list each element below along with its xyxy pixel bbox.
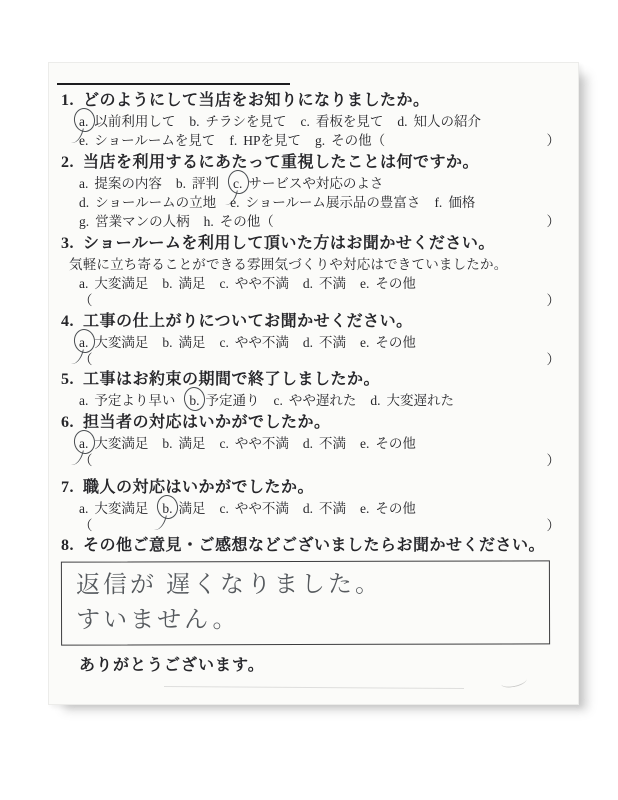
option-b — [189, 391, 259, 410]
question-title: 工事の仕上がりについてお聞かせください。 — [83, 313, 413, 330]
question-heading — [61, 311, 566, 333]
question-heading — [61, 412, 566, 434]
option-text: やや不満 — [234, 436, 289, 451]
paren-line — [61, 518, 566, 533]
option-label: a. — [79, 393, 89, 408]
option-text: その他（ — [331, 133, 386, 148]
open-paren: （ — [79, 453, 93, 468]
question-heading — [61, 233, 566, 255]
option-text: 価格 — [448, 195, 476, 210]
question-heading — [61, 152, 566, 174]
question-list — [61, 90, 566, 557]
option-text: ショールーム展示品の豊富さ — [245, 195, 421, 210]
note-text: 気軽に立ち寄ることができる雰囲気づくりや対応はできていましたか。 — [69, 257, 508, 272]
option-c — [274, 391, 357, 410]
option-text: 以前利用して — [94, 114, 176, 129]
question-title: どのようにして当店をお知りになりましたか。 — [83, 92, 430, 109]
question-number: 8. — [61, 537, 74, 554]
option-text: 予定通り — [205, 393, 260, 408]
option-e — [360, 434, 416, 453]
option-b — [176, 174, 219, 193]
question-title: 職人の対応はいかがでしたか。 — [83, 479, 315, 496]
option-line — [61, 274, 566, 293]
option-d — [79, 193, 216, 212]
open-paren: （ — [79, 293, 93, 308]
close-paren: ） — [546, 352, 560, 367]
option-text: チラシを見て — [205, 114, 287, 129]
open-paren: （ — [79, 352, 93, 367]
option-label: c. — [219, 335, 229, 350]
option-line — [61, 212, 566, 231]
comment-box — [61, 560, 550, 645]
close-paren: ） — [546, 214, 560, 229]
option-text: 営業マンの人柄 — [95, 214, 190, 229]
option-label: b. — [175, 176, 186, 191]
option-line — [61, 434, 566, 453]
question-number: 7. — [61, 479, 74, 496]
option-text: その他 — [375, 276, 416, 291]
paren-line — [61, 293, 566, 308]
circled-answer-mark: b. — [189, 393, 200, 408]
handwritten-comment-line-2: すいません。 — [76, 607, 240, 634]
option-text: 不満 — [319, 335, 346, 350]
option-label: d. — [302, 501, 313, 516]
option-text: その他 — [375, 335, 416, 350]
option-label: e. — [230, 195, 240, 210]
circled-answer-mark: c. — [233, 176, 243, 191]
option-d — [397, 112, 481, 131]
option-b — [162, 274, 205, 293]
option-text: 知人の紹介 — [413, 114, 481, 129]
question-heading — [61, 535, 566, 557]
option-text: 大変遅れた — [386, 393, 454, 408]
option-b — [162, 434, 205, 453]
question-8 — [61, 535, 566, 557]
option-c — [220, 499, 289, 518]
option-text: 満足 — [178, 436, 206, 451]
option-label: d. — [79, 195, 90, 210]
pencil-smudge — [164, 686, 464, 693]
option-text: その他（ — [219, 214, 274, 229]
option-label: a. — [79, 276, 89, 291]
question-number: 4. — [61, 313, 74, 330]
option-a — [79, 333, 148, 352]
option-d — [303, 333, 346, 352]
option-b — [189, 112, 286, 131]
question-number: 3. — [61, 235, 74, 252]
option-text: 不満 — [319, 436, 346, 451]
option-text: 看板を見て — [315, 114, 384, 129]
option-label: c. — [273, 393, 283, 408]
option-e — [360, 333, 416, 352]
circled-answer-mark: a. — [79, 114, 89, 129]
option-line — [61, 193, 566, 212]
option-a — [79, 174, 162, 193]
circled-answer-mark: a. — [79, 436, 89, 451]
question-7 — [61, 477, 566, 533]
question-5 — [61, 369, 566, 410]
option-f — [229, 131, 301, 150]
option-text: 大変満足 — [94, 335, 149, 350]
option-c — [233, 174, 383, 193]
option-text: 大変満足 — [94, 276, 149, 291]
option-text: 予定より早い — [94, 393, 176, 408]
option-label: g. — [79, 214, 90, 229]
option-e — [360, 274, 416, 293]
option-text: ショールームを見て — [94, 133, 216, 148]
option-text: 満足 — [178, 335, 206, 350]
option-line — [61, 174, 566, 193]
option-line — [61, 112, 566, 131]
option-label: e. — [360, 335, 370, 350]
top-rule — [57, 83, 290, 85]
option-label: b. — [162, 436, 173, 451]
thanks-text: ありがとうございます。 — [79, 657, 265, 674]
question-heading — [61, 369, 566, 391]
option-label: e. — [360, 436, 370, 451]
option-c — [301, 112, 384, 131]
open-paren: （ — [79, 518, 93, 533]
option-label: f. — [229, 133, 238, 148]
option-label: d. — [302, 335, 313, 350]
close-paren: ） — [546, 293, 560, 308]
option-label: c. — [219, 501, 229, 516]
option-text: 不満 — [319, 501, 346, 516]
option-f — [434, 193, 475, 212]
option-label: e. — [360, 501, 370, 516]
option-a — [79, 434, 148, 453]
close-paren: ） — [546, 133, 560, 148]
option-label: e. — [360, 276, 370, 291]
option-text: ショールームの立地 — [95, 195, 217, 210]
circled-answer-mark: a. — [79, 335, 89, 350]
question-1 — [61, 90, 566, 150]
option-label: b. — [162, 335, 173, 350]
option-label: d. — [370, 393, 381, 408]
option-line — [61, 391, 566, 410]
option-text: 評判 — [192, 176, 219, 191]
option-label: b. — [162, 276, 173, 291]
option-b — [162, 499, 205, 518]
question-3 — [61, 233, 566, 308]
option-d — [303, 499, 346, 518]
option-a — [79, 499, 148, 518]
option-text: 満足 — [178, 276, 206, 291]
question-title: ショールームを利用して頂いた方はお聞かせください。 — [83, 235, 495, 252]
option-b — [162, 333, 205, 352]
option-text: HPを見て — [243, 133, 301, 148]
option-label: h. — [203, 214, 214, 229]
option-label: c. — [300, 114, 310, 129]
option-g — [79, 212, 190, 231]
option-e — [360, 499, 416, 518]
option-label: f. — [434, 195, 443, 210]
option-text: その他 — [375, 436, 416, 451]
option-text: 提案の内容 — [94, 176, 162, 191]
question-number: 2. — [61, 154, 74, 171]
option-text: 満足 — [178, 501, 206, 516]
question-number: 5. — [61, 371, 74, 388]
option-label: d. — [302, 276, 313, 291]
paren-line — [61, 352, 566, 367]
note-line — [61, 255, 566, 274]
option-text: やや不満 — [234, 335, 289, 350]
option-label: b. — [189, 114, 200, 129]
option-d — [303, 434, 346, 453]
option-line — [61, 333, 566, 352]
option-text: 不満 — [319, 276, 346, 291]
option-label: c. — [219, 436, 229, 451]
option-label: d. — [397, 114, 408, 129]
option-d — [370, 391, 454, 410]
pencil-mark — [500, 674, 527, 689]
option-text: 大変満足 — [94, 501, 149, 516]
question-number: 1. — [61, 92, 74, 109]
survey-paper — [48, 62, 579, 705]
option-c — [220, 333, 289, 352]
circled-answer-mark: b. — [162, 501, 173, 516]
option-text: やや不満 — [234, 276, 289, 291]
option-text: サービスや対応のよさ — [248, 176, 384, 191]
handwritten-comment-line-1: 返信が 遅くなりました。 — [75, 571, 382, 599]
option-text: その他 — [375, 501, 416, 516]
option-label: a. — [79, 501, 89, 516]
option-label: c. — [219, 276, 229, 291]
question-4 — [61, 311, 566, 367]
question-title: 当店を利用するにあたって重視したことは何ですか。 — [83, 154, 480, 171]
question-2 — [61, 152, 566, 231]
paren-line — [61, 453, 566, 468]
question-title: 担当者の対応はいかがでしたか。 — [83, 414, 331, 431]
option-c — [220, 434, 289, 453]
option-label: a. — [79, 176, 89, 191]
option-label: d. — [302, 436, 313, 451]
option-a — [79, 391, 175, 410]
question-6 — [61, 412, 566, 468]
question-title: 工事はお約束の期間で終了しましたか。 — [83, 371, 381, 388]
option-d — [303, 274, 346, 293]
option-e — [79, 131, 215, 150]
option-e — [230, 193, 420, 212]
question-number: 6. — [61, 414, 74, 431]
option-c — [220, 274, 289, 293]
option-label: e. — [79, 133, 89, 148]
option-line — [61, 131, 566, 150]
question-heading — [61, 477, 566, 499]
option-text: やや不満 — [234, 501, 289, 516]
question-title: その他ご意見・ご感想などございましたらお聞かせください。 — [83, 537, 546, 554]
close-paren: ） — [546, 453, 560, 468]
option-h — [204, 212, 274, 231]
option-line — [61, 499, 566, 518]
survey-content — [61, 90, 566, 675]
question-heading — [61, 90, 566, 112]
option-a — [79, 112, 175, 131]
option-a — [79, 274, 148, 293]
option-label: g. — [314, 133, 326, 148]
option-g — [315, 131, 385, 150]
close-paren: ） — [546, 518, 560, 533]
option-text: やや遅れた — [288, 393, 357, 408]
option-text: 大変満足 — [94, 436, 149, 451]
